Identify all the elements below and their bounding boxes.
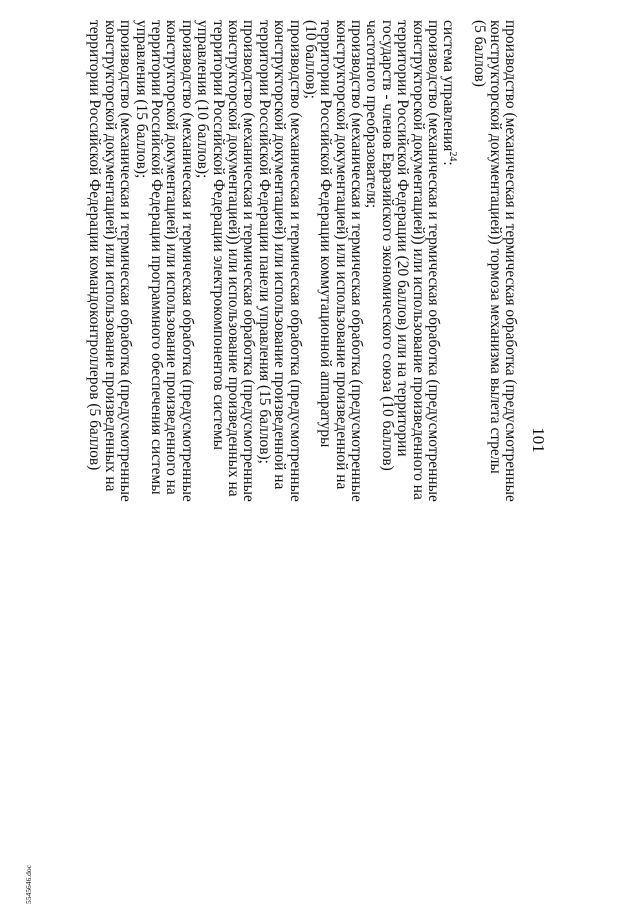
heading-colon: : [440,161,458,166]
text-line: территории Российской Федерации (20 баллов) или на территории [394,20,412,457]
text-line: конструкторской документацией)) или использование произведенного на [409,20,427,500]
text-line: территории Российской Федерации командоконтроллеров (5 баллов) [86,20,104,471]
text-line: производство (механическая и термическая обработка (предусмотренные [286,20,304,502]
section-heading [440,20,459,860]
footnote-marker: 24 [447,151,459,162]
text-line: территории Российской Федерации электрокомпонентов системы [209,20,227,451]
document-body [87,20,518,860]
text-line: производство (механическая и термическая обработка (предусмотренные [117,20,135,502]
section-heading-text: система управления [440,20,458,152]
text-line: конструкторской документацией) или использование произведенной на [271,20,289,490]
text-line: территории Российской Федерации панели управления (15 баллов); [255,20,273,464]
page-number: 101 [529,427,548,453]
text-line: конструкторской документацией) или использование произведенных на [101,20,119,492]
text-line: управления (10 баллов); [194,20,212,179]
text-line: производство (механическая и термическая обработка (предусмотренные [348,20,366,502]
text-line: конструкторской документацией) или использование произведенного на [163,20,181,495]
text-line: территории Российской Федерации программного обеспечения системы [148,20,166,495]
text-line: производство (механическая и термическая обработка (предусмотренные [502,20,519,502]
text-line: конструкторской документацией) или использование произведенной на [332,20,350,490]
text-line: производство (механическая и термическая обработка (предусмотренные [178,20,196,502]
rotated-page-content [48,20,548,860]
text-line: конструкторской документацией)) или использование произведенных на [224,20,242,497]
text-line: управления (15 баллов); [132,20,150,179]
text-line: (5 баллов) [471,20,489,87]
text-line: (10 баллов); [301,20,319,99]
blank-line [456,20,471,860]
text-line: производство (механическая и термическая обработка (предусмотренные [425,20,443,502]
text-line: производство (механическая и термическая обработка (предусмотренные [240,20,258,502]
text-line: государств - членов Евразийского экономического союза (10 баллов) [378,20,396,471]
text-line: конструкторской документацией)) тормоза механизма вылета стрелы [486,20,504,474]
text-line: территории Российской Федерации коммутационной аппаратуры [317,20,335,448]
text-line: частотного преобразователя; [363,20,381,209]
document-file-code: 5545646.doc [24,865,33,904]
